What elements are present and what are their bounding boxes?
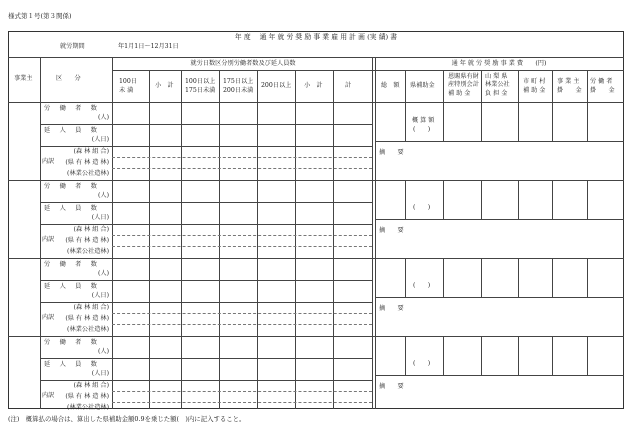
row-dashed-line (112, 235, 372, 236)
label-workers-unit: (人) (97, 114, 109, 121)
row-line (40, 124, 372, 125)
label-forest-corp: (林業公社造林) (67, 326, 109, 333)
row-dashed-line (112, 168, 372, 169)
cost-column-line (405, 70, 406, 141)
row-line (40, 224, 372, 225)
cost-column-line (405, 180, 406, 219)
approx-amount-paren: ( ) (413, 360, 431, 367)
row-dashed-line (112, 313, 372, 314)
label-pref-forest: (県 有 林 造 林) (65, 159, 109, 166)
row-line (40, 146, 372, 147)
header-cost-ehime: 恩賜県有財 産特別会計 補 助 金 (448, 73, 479, 97)
label-breakdown: 内訳 (42, 314, 55, 321)
form-title: 年 度 通 年 就 労 奨 励 事 業 雇 用 計 画 (実 績) 書 (234, 33, 398, 41)
label-pref-forest: (県 有 林 造 林) (65, 315, 109, 322)
cost-row-line (375, 375, 624, 376)
cost-column-line (552, 70, 553, 141)
cost-column-line (518, 336, 519, 375)
row-line (40, 380, 372, 381)
label-workers-unit: (人) (97, 192, 109, 199)
header-cost-group: 通 年 就 労 奨 励 事 業 費 (円) (451, 60, 547, 67)
cost-column-line (552, 336, 553, 375)
cost-column-line (481, 70, 482, 141)
row-dashed-line (112, 246, 372, 247)
label-forest-corp: (林業公社造林) (67, 248, 109, 255)
header-cost-worker: 労 働 者 掛 金 (590, 78, 615, 94)
label-forest-union: (森 林 組 合) (73, 304, 109, 311)
cost-column-line (587, 336, 588, 375)
cost-column-line (405, 336, 406, 375)
row-dashed-line (112, 157, 372, 158)
header-employer: 事業主 (14, 75, 33, 82)
cost-column-line (518, 258, 519, 297)
label-person-days: 延 人 員 数 (44, 127, 99, 134)
vline-category (112, 57, 113, 409)
header-category: 区 分 (56, 75, 81, 82)
cost-column-line (405, 258, 406, 297)
label-pref-forest: (県 有 林 造 林) (65, 393, 109, 400)
header-top-line (8, 57, 624, 58)
label-workers: 労 働 者 数 (44, 105, 99, 112)
cost-column-line (518, 70, 519, 141)
summary-label: 摘 要 (379, 305, 404, 312)
cost-column-line (443, 180, 444, 219)
cost-row-line (375, 141, 624, 142)
header-d3: 175日以上 200日未満 (223, 78, 254, 94)
cost-column-line (518, 180, 519, 219)
row-dashed-line (112, 391, 372, 392)
label-forest-union: (森 林 組 合) (73, 226, 109, 233)
row-line (40, 202, 372, 203)
period-label: 就労期間 (60, 43, 85, 50)
period-value: 年1月1日～12月31日 (118, 43, 179, 50)
block-separator (8, 336, 624, 337)
cost-column-line (443, 258, 444, 297)
approx-amount-paren: ( ) (413, 126, 431, 133)
cost-row-line (375, 297, 624, 298)
label-person-days-unit: (人日) (91, 292, 109, 299)
label-forest-corp: (林業公社造林) (67, 404, 109, 411)
cost-column-line (587, 70, 588, 141)
approx-amount-label: 概 算 額 (412, 117, 435, 124)
approx-amount-paren: ( ) (413, 282, 431, 289)
block-separator (8, 258, 624, 259)
cost-column-line (481, 180, 482, 219)
label-workers-unit: (人) (97, 348, 109, 355)
header-d2: 100日以上 175日未満 (185, 78, 216, 94)
vline-mid-a (372, 57, 373, 409)
label-breakdown: 内訳 (42, 236, 55, 243)
vline-employer (40, 57, 41, 409)
label-breakdown: 内訳 (42, 158, 55, 165)
label-person-days: 延 人 員 数 (44, 361, 99, 368)
cost-column-line (587, 258, 588, 297)
label-workers: 労 働 者 数 (44, 261, 99, 268)
approx-amount-paren: ( ) (413, 204, 431, 211)
label-forest-union: (森 林 組 合) (73, 382, 109, 389)
label-person-days-unit: (人日) (91, 370, 109, 377)
header-cost-city: 市 町 村 補 助 金 (523, 78, 546, 94)
header-sub1: 小 計 (155, 82, 174, 89)
header-days-group: 就労日数区分別労働者数及び延人員数 (190, 60, 296, 67)
header-d4: 200日以上 (261, 82, 292, 89)
label-workers: 労 働 者 数 (44, 183, 99, 190)
header-cost-total: 総 額 (381, 82, 400, 89)
header-d1: 100日 未 満 (119, 78, 137, 94)
header-cost-employer: 事 業 主 掛 金 (557, 78, 582, 94)
header-cost-yamanashi: 山 梨 県 林業公社 負 担 金 (485, 73, 510, 97)
footnote: (注) 概算払の場合は、算出した県補助金額0.9を乗じた額( )内に記入すること。 (8, 415, 246, 423)
header-bottom-line (8, 102, 624, 103)
label-forest-corp: (林業公社造林) (67, 170, 109, 177)
cost-column-line (443, 336, 444, 375)
block-separator (8, 180, 624, 181)
summary-label: 摘 要 (379, 227, 404, 234)
label-person-days: 延 人 員 数 (44, 205, 99, 212)
cost-column-line (443, 70, 444, 141)
label-workers: 労 働 者 数 (44, 339, 99, 346)
row-line (40, 280, 372, 281)
label-person-days: 延 人 員 数 (44, 283, 99, 290)
cost-column-line (481, 336, 482, 375)
cost-column-line (587, 180, 588, 219)
row-line (40, 302, 372, 303)
cost-column-line (552, 258, 553, 297)
label-breakdown: 内訳 (42, 392, 55, 399)
header-cost-pref: 県補助金 (410, 82, 435, 89)
summary-label: 摘 要 (379, 383, 404, 390)
header-total-days: 計 (345, 82, 352, 89)
header-subline-left (112, 70, 374, 71)
vline-mid-b (375, 57, 376, 409)
row-dashed-line (112, 402, 372, 403)
label-person-days-unit: (人日) (91, 136, 109, 143)
cost-row-line (375, 219, 624, 220)
cost-column-line (481, 258, 482, 297)
cost-column-line (552, 180, 553, 219)
label-pref-forest: (県 有 林 造 林) (65, 237, 109, 244)
row-dashed-line (112, 324, 372, 325)
label-workers-unit: (人) (97, 270, 109, 277)
label-person-days-unit: (人日) (91, 214, 109, 221)
label-forest-union: (森 林 組 合) (73, 148, 109, 155)
form-number: 様式第１号(第３関係) (8, 12, 72, 20)
summary-label: 摘 要 (379, 149, 404, 156)
header-sub2: 小 計 (304, 82, 323, 89)
row-line (40, 358, 372, 359)
